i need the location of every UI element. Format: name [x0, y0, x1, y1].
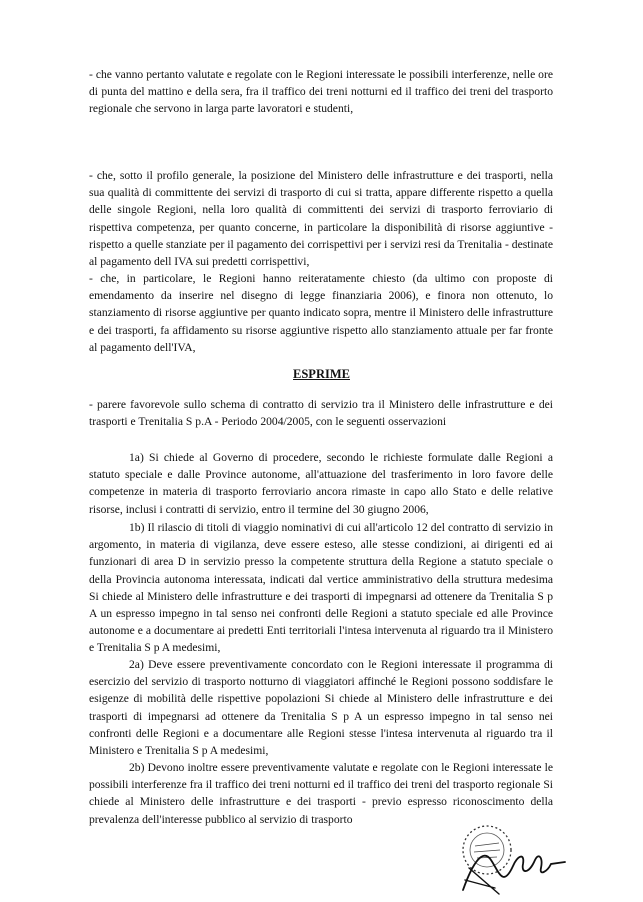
- paragraph-parere-favorevole: - parere favorevole sullo schema di contratto di servizio tra il Ministero delle infrastrutture e dei trasporti e Trenitalia S p.A - Periodo 2004/2005, con le seguenti osservazioni: [89, 398, 553, 429]
- paragraph-risorse-aggiuntive: - che, in particolare, le Regioni hanno reiteratamente chiesto (da ultimo con proposte di emendamento da inserire nel disegno di legge finanziaria 2006), e finora non ottenuto, lo stanziamento di risorse aggiuntive per quanto indicato sopra, mentre il Ministero delle infrastrutture e dei trasporti, fa affidamento su risorse aggiuntive rispetto allo stanziamento attuale per far fronte al pagamento dell'IVA,: [89, 272, 553, 354]
- paragraph-interferenze: - che vanno pertanto valutate e regolate con le Regioni interessate le possibili interferenze, nelle ore di punta del mattino e della sera, fra il traffico dei treni notturni ed il traffico dei treni del trasporto regionale che servono in larga parte lavoratori e studenti,: [89, 68, 553, 116]
- signature-stamp: [455, 818, 570, 898]
- observation-1a: 1a) Si chiede al Governo di procedere, secondo le richieste formulate dalle Regioni a statuto speciale e dalle Province autonome, all'attuazione del trasferimento in loro favore delle competenze in materia di trasporto ferroviario ancora rimaste in capo allo Stato e delle relative risorse, inclusi i contratti di servizio, entro il termine del 30 giugno 2006,: [89, 451, 553, 516]
- observation-2b: 2b) Devono inoltre essere preventivamente valutate e regolate con le Regioni interessate le possibili interferenze fra il traffico dei treni notturni ed il traffico dei treni del trasporto regionale Si chiede al Ministero delle infrastrutture e dei trasporti - previo espresso riconoscimento della prevalenza dell'interesse pubblico al servizio di trasporto: [89, 761, 553, 826]
- observation-1b: 1b) Il rilascio di titoli di viaggio nominativi di cui all'articolo 12 del contratto di servizio in argomento, in materia di vigilanza, deve essere esteso, alle stesse condizioni, ai dirigenti ed ai funzionari di area D in servizio presso la competente struttura della Regione a statuto speciale o della Provincia autonoma interessata, indicati dal vertice amministrativo della struttura medesima Si chiede al Ministero delle infrastrutture e dei trasporti di impegnarsi ad ottenere da Trenitalia S p A un espresso impegno in tal senso nei confronti delle Regioni a statuto speciale ed alle Province autonome e a documentare ai predetti Enti territoriali l'intesa intervenuta al riguardo tra il Ministero e Trenitalia S p A medesimi,: [89, 521, 553, 655]
- paragraph-posizione-ministero: - che, sotto il profilo generale, la posizione del Ministero delle infrastrutture e dei trasporti, nella sua qualità di committente dei servizi di trasporto di cui si tratta, appare differente rispetto a quella delle singole Regioni, nella loro qualità di committenti dei servizi di trasporto ferroviario di rispettiva competenza, per quanto concerne, in particolare la disponibilità di risorse aggiuntive - rispetto a quelle stanziate per il pagamento dei corrispettivi per i servizi resi da Trenitalia - destinate al pagamento dell IVA sui predetti corrispettivi,: [89, 169, 553, 269]
- section-heading-esprime: ESPRIME: [293, 367, 350, 381]
- observation-2a: 2a) Deve essere preventivamente concordato con le Regioni interessate il programma di esercizio del servizio di trasporto notturno di viaggiatori affinché le Regioni possono soddisfare le esigenze di mobilità delle rispettive popolazioni Si chiede al Ministero delle infrastrutture e dei trasporti di impegnarsi ad ottenere da Trenitalia S p A un espresso impegno in tal senso nei confronti delle Regioni e a documentare alle Regioni stesse l'intesa intervenuta al riguardo tra il Ministero e Trenitalia S p A medesimi,: [89, 658, 553, 758]
